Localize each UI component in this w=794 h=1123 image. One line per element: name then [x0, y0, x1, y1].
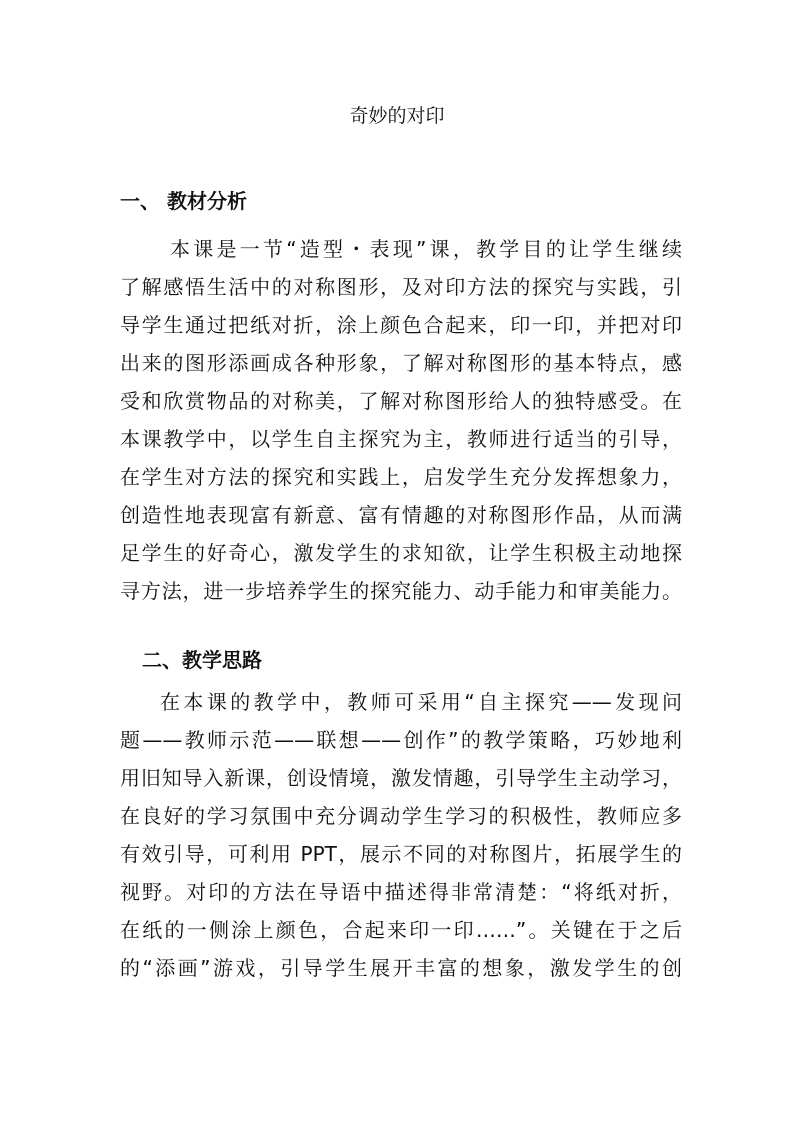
paragraph-line: 用旧知导入新课，创设情境，激发情趣，引导学生主动学习，: [120, 766, 682, 790]
paragraph-teaching-approach: [120, 683, 682, 987]
paragraph-line: 的“添画”游戏，引导学生展开丰富的想象，激发学生的创: [120, 956, 682, 980]
paragraph-materials-analysis: [120, 230, 682, 610]
paragraph-line: 在良好的学习氛围中充分调动学生学习的积极性，教师应多: [120, 804, 682, 828]
paragraph-line: 创造性地表现富有新意、富有情趣的对称图形作品，从而满: [120, 503, 682, 527]
paragraph-line: 在纸的一侧涂上颜色，合起来印一印……”。关键在于之后: [120, 918, 682, 942]
paragraph-line: 题——教师示范——联想——创作”的教学策略，巧妙地利: [120, 728, 682, 752]
paragraph-line: 寻方法，进一步培养学生的探究能力、动手能力和审美能力。: [120, 579, 682, 603]
section-heading-materials-analysis: 一、 教材分析: [120, 189, 247, 213]
paragraph-line: 导学生通过把纸对折，涂上颜色合起来，印一印，并把对印: [120, 313, 682, 337]
paragraph-line: 受和欣赏物品的对称美，了解对称图形给人的独特感受。在: [120, 389, 682, 413]
paragraph-line: 本课是一节“造型・表现”课，教学目的让学生继续: [170, 237, 682, 261]
paragraph-line: 视野。对印的方法在导语中描述得非常清楚：“将纸对折，: [120, 880, 682, 904]
paragraph-line: 足学生的好奇心，激发学生的求知欲，让学生积极主动地探: [120, 541, 682, 565]
paragraph-line: 出来的图形添画成各种形象，了解对称图形的基本特点，感: [120, 351, 682, 375]
paragraph-line: 了解感悟生活中的对称图形，及对印方法的探究与实践，引: [120, 275, 682, 299]
document-title: 奇妙的对印: [349, 105, 445, 127]
paragraph-line: 有效引导，可利用 PPT，展示不同的对称图片，拓展学生的: [120, 842, 682, 866]
paragraph-line: 本课教学中，以学生自主探究为主，教师进行适当的引导，: [120, 427, 682, 451]
paragraph-line: 在本课的教学中，教师可采用“自主探究——发现问: [160, 690, 682, 714]
section-heading-teaching-approach: 二、教学思路: [142, 648, 262, 672]
paragraph-line: 在学生对方法的探究和实践上，启发学生充分发挥想象力，: [120, 465, 682, 489]
